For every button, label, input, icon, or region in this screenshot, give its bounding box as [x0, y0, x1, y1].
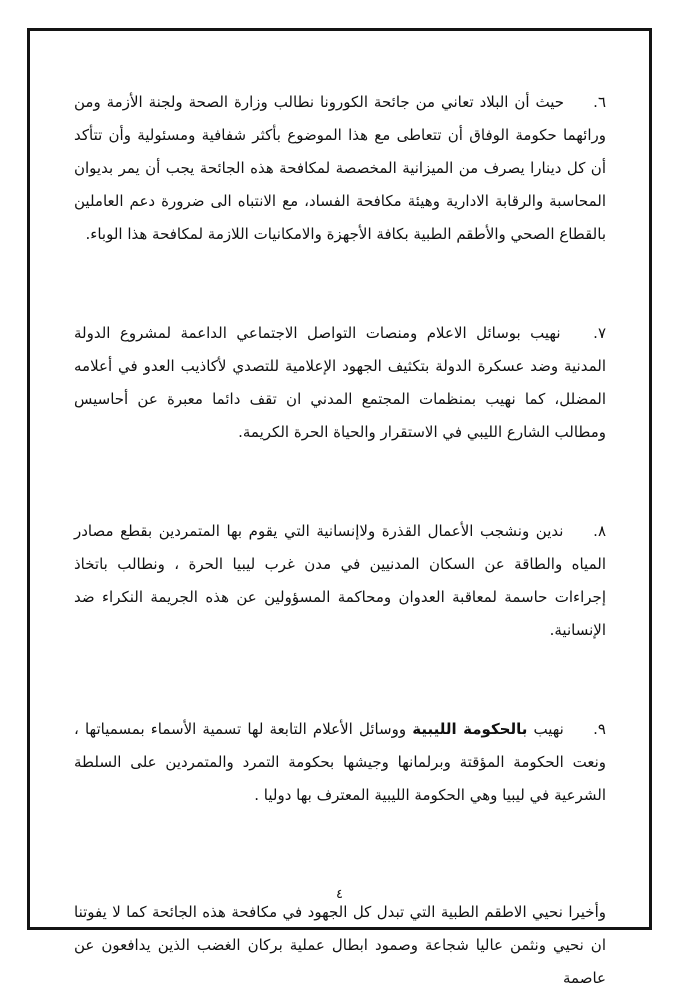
document-body [74, 86, 606, 995]
paragraph-6 [74, 86, 606, 251]
paragraph-number: ٩. [593, 720, 606, 738]
paragraph-text: حيث أن البلاد تعاني من جائحة الكورونا نطالب وزارة الصحة ولجنة الأزمة ومن ورائهما حكومة الوفاق أن تتعاطى مع هذا الموضوع بأكثر شفافية ومسئولية وأن تتأكد أن كل دينارا يصرف من الميزانية المخصصة لمكافحة هذه الجائحة يجب أن يمر بديوان المحاسبة والرقابة الادارية وهيئة مكافحة الفساد، مع الانتباه الى ضرورة دعم العاملين بالقطاع الصحي والأطقم الطبية بكافة الأجهزة والامكانيات اللازمة لمكافحة هذا الوباء. [74, 93, 606, 243]
paragraph-number: ٨. [593, 522, 606, 540]
paragraph-number: ٧. [593, 324, 606, 342]
paragraph-number: ٦. [593, 93, 606, 111]
spacer [74, 812, 606, 896]
paragraph-text: ندين ونشجب الأعمال القذرة ولاإنسانية التي يقوم بها المتمردين بقطع مصادر المياه والطاقة عن السكان المدنيين في مدن غرب ليبيا الحرة ، ونطالب باتخاذ إجراءات حاسمة لمعاقبة العدوان ومحاكمة المسؤولين عن هذه الجريمة النكراء ضد الإنسانية. [74, 522, 606, 639]
paragraph-7 [74, 317, 606, 449]
spacer [74, 647, 606, 713]
closing-paragraph: وأخيرا نحيي الاطقم الطبية التي تبدل كل الجهود في مكافحة هذه الجائحة كما لا يفوتنا ان نحيي ونثمن عاليا شجاعة وصمود ابطال عملية بركان الغضب الذين يدافعون عن عاصمة [74, 903, 606, 987]
paragraph-text: نهيب بوسائل الاعلام ومنصات التواصل الاجتماعي الداعمة لمشروع الدولة المدنية وضد عسكرة الدولة بتكثيف الجهود الإعلامية للتصدي لأكاذيب العدو في أعلامه المضلل، كما نهيب بمنظمات المجتمع المدني ان تقف دائما معبرة عن أحاسيس ومطالب الشارع الليبي في الاستقرار والحياة الحرة الكريمة. [74, 324, 606, 441]
paragraph-text: ووسائل الأعلام التابعة لها تسمية الأسماء بمسمياتها ، ونعت الحكومة المؤقتة وبرلمانها وجيشها بحكومة التمرد والمتمردين على السلطة الشرعية في ليبيا وهي الحكومة الليبية المعترف بها دوليا . [74, 720, 606, 804]
page-number: ٤ [336, 887, 343, 902]
spacer [74, 251, 606, 317]
spacer [74, 449, 606, 515]
paragraph-9 [74, 713, 606, 812]
paragraph-text-lead: نهيب [527, 720, 564, 738]
bold-emphasis: بالحكومة الليبية [412, 720, 528, 738]
paragraph-8 [74, 515, 606, 647]
